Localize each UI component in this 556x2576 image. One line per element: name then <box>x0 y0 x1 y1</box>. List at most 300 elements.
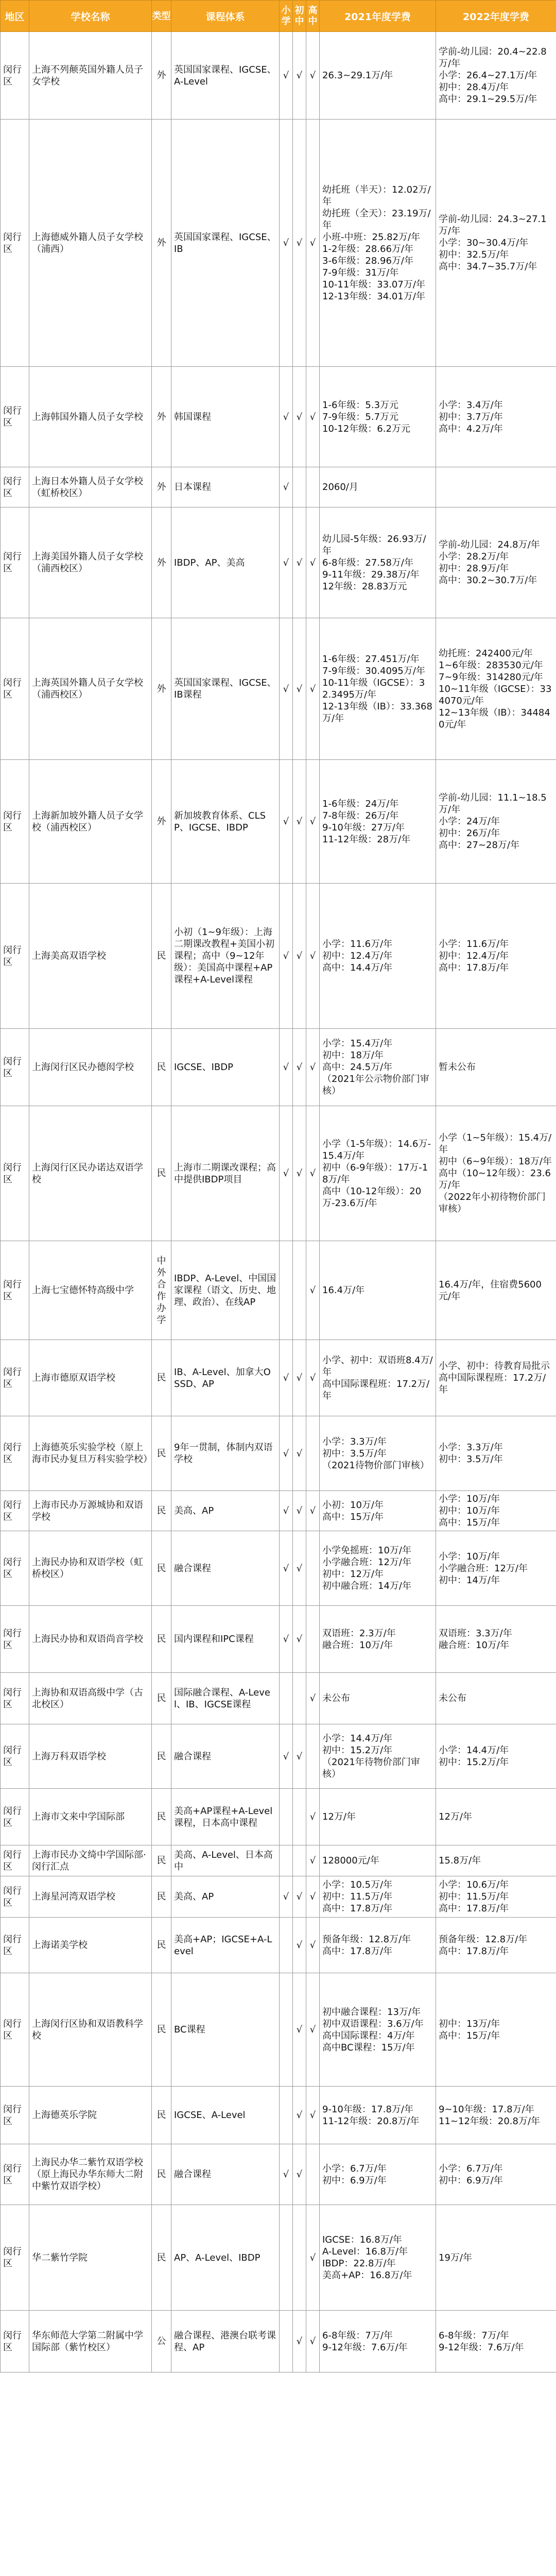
type-cell: 公 <box>152 2311 171 2372</box>
table-row <box>1 1531 556 1606</box>
fee-line: 小学：30~30.4万/年 <box>439 238 529 248</box>
school-name-cell: 上海七宝德怀特高级中学 <box>29 1241 152 1340</box>
fee-line: 高中：17.8万/年 <box>439 962 509 973</box>
fee-line: 学前-幼儿园：11.1~18.5万/年 <box>439 792 547 815</box>
high-check-cell <box>306 467 320 507</box>
header-type: 类型 <box>152 1 171 32</box>
header-curriculum: 课程体系 <box>171 1 280 32</box>
middle-check-cell: √ <box>293 1918 306 1973</box>
fee-2022-cell <box>436 1340 556 1416</box>
fee-2021-cell <box>320 2087 436 2144</box>
fee-line: 初中：3.5万/年 <box>439 1454 503 1465</box>
middle-check-cell <box>293 1789 306 1845</box>
fee-2021-cell <box>320 1606 436 1673</box>
middle-check-cell: √ <box>293 2087 306 2144</box>
fee-line: 高中：34.7~35.7万/年 <box>439 261 537 272</box>
middle-check-cell: √ <box>293 2144 306 2205</box>
fee-line: 初中：3.7万/年 <box>439 411 503 422</box>
high-check-cell: √ <box>306 618 320 760</box>
fee-line: 小学融合班：12万/年 <box>439 1563 528 1574</box>
school-name-cell: 上海德英乐实验学校（原上海市民办复旦万科实验学校） <box>29 1416 152 1491</box>
primary-check-cell <box>280 2311 293 2372</box>
fee-2022-cell <box>436 1724 556 1789</box>
middle-check-cell: √ <box>293 1606 306 1673</box>
high-check-cell: √ <box>306 1918 320 1973</box>
school-name-cell: 华东师范大学第二附属中学国际部（紫竹校区） <box>29 2311 152 2372</box>
fee-2021-cell <box>320 1789 436 1845</box>
fee-line: 初中融合班：14万/年 <box>322 1581 411 1591</box>
fee-2022-cell <box>436 467 556 507</box>
table-row <box>1 618 556 760</box>
fee-2021-cell <box>320 1491 436 1531</box>
fee-line: 初中：28.9万/年 <box>439 563 509 574</box>
fee-2021-cell <box>320 1845 436 1876</box>
fee-line: 初中：15.2万/年 <box>439 1757 509 1768</box>
fee-2022-cell <box>436 618 556 760</box>
primary-check-cell: √ <box>280 367 293 467</box>
high-check-cell: √ <box>306 120 320 367</box>
fee-line: 初中：6.9万/年 <box>439 2175 503 2186</box>
primary-check-cell: √ <box>280 1876 293 1918</box>
district-cell: 闵行区 <box>1 1673 29 1724</box>
primary-check-cell: √ <box>280 120 293 367</box>
fee-line: 高中：14.4万/年 <box>322 962 393 973</box>
fee-line: 1-2年级：28.66万/年 <box>322 243 413 255</box>
table-row <box>1 1673 556 1724</box>
middle-check-cell: √ <box>293 1531 306 1606</box>
district-cell: 闵行区 <box>1 1340 29 1416</box>
fee-line: 6-8年级：7万/年 <box>439 2330 509 2341</box>
fee-line: 学前-幼儿园：24.8万/年 <box>439 539 540 550</box>
fee-line: 12万/年 <box>439 1811 472 1822</box>
high-check-cell: √ <box>306 1340 320 1416</box>
district-cell: 闵行区 <box>1 1491 29 1531</box>
type-cell: 民 <box>152 2144 171 2205</box>
curriculum-cell: 小初（1~9年级）：上海二期课改教程+美国小初课程；高中（9~12年级）：美国高中课程+AP课程+A-Level课程 <box>171 884 280 1029</box>
fee-line: 1-6年级：27.451万/年 <box>322 654 420 665</box>
fee-line: 小学：3.3万/年 <box>439 1442 503 1453</box>
fee-2022-cell <box>436 2205 556 2311</box>
header-fee-2021: 2021年度学费 <box>320 1 436 32</box>
table-row <box>1 1789 556 1845</box>
school-name-cell: 上海不列颠英国外籍人员子女学校 <box>29 32 152 120</box>
school-name-cell: 上海协和双语高级中学（古北校区） <box>29 1673 152 1724</box>
high-check-cell: √ <box>306 1029 320 1106</box>
fee-line: 小班-中班：25.82万/年 <box>322 231 421 243</box>
fee-2021-cell <box>320 1673 436 1724</box>
type-cell: 民 <box>152 1416 171 1491</box>
fee-line: 高中BC课程：15万/年 <box>322 2042 415 2053</box>
table-row <box>1 507 556 618</box>
fee-2021-cell <box>320 1973 436 2087</box>
district-cell: 闵行区 <box>1 2205 29 2311</box>
fee-line: 10-11年级：33.07万/年 <box>322 279 425 290</box>
fee-2022-cell <box>436 1918 556 1973</box>
fee-2021-cell <box>320 1724 436 1789</box>
high-check-cell: √ <box>306 760 320 884</box>
fee-line: 小学：14.4万/年 <box>439 1745 509 1756</box>
fee-line: 初中：6.9万/年 <box>322 2175 387 2186</box>
curriculum-cell: 新加坡教育体系、CLSP、IGCSE、IBDP <box>171 760 280 884</box>
fee-line: 高中：15万/年 <box>322 1511 384 1522</box>
primary-check-cell: √ <box>280 1106 293 1241</box>
primary-check-cell: √ <box>280 618 293 760</box>
fee-line: 初中双语课程：3.6万/年 <box>322 2018 424 2029</box>
curriculum-cell: IB、A-Level、加拿大OSSD、AP <box>171 1340 280 1416</box>
high-check-cell <box>306 1724 320 1789</box>
fee-2022-cell <box>436 1241 556 1340</box>
fee-line: 小学（1~5年级）：15.4万/年 <box>439 1132 552 1155</box>
fee-line: 初中：18万/年 <box>322 1050 384 1061</box>
fee-2022-cell <box>436 884 556 1029</box>
curriculum-cell: 韩国课程 <box>171 367 280 467</box>
fee-line: 初中：11.5万/年 <box>322 1891 393 1902</box>
high-check-cell: √ <box>306 1106 320 1241</box>
curriculum-cell: 日本课程 <box>171 467 280 507</box>
fee-line: 小学：11.6万/年 <box>322 939 393 950</box>
fee-line: 初中：28.4万/年 <box>439 82 509 93</box>
table-body <box>1 32 556 2372</box>
table-row <box>1 367 556 467</box>
fee-line: 初中：12万/年 <box>322 1569 384 1580</box>
fee-2021-cell <box>320 1531 436 1606</box>
fee-2022-cell <box>436 760 556 884</box>
fee-2022-cell <box>436 2311 556 2372</box>
middle-check-cell <box>293 467 306 507</box>
high-check-cell: √ <box>306 507 320 618</box>
district-cell: 闵行区 <box>1 1789 29 1845</box>
district-cell: 闵行区 <box>1 1416 29 1491</box>
school-name-cell: 上海美高双语学校 <box>29 884 152 1029</box>
fee-2022-cell <box>436 507 556 618</box>
fee-line: 小学、初中：双语班8.4万/年 <box>322 1354 433 1378</box>
fee-line: 12-13年级（IB）：33.368万/年 <box>322 701 432 724</box>
curriculum-cell: 9年一贯制，体制内双语学校 <box>171 1416 280 1491</box>
fee-2021-cell <box>320 1876 436 1918</box>
fee-line: 7-9年级：30.4095万/年 <box>322 666 425 676</box>
fee-line: 未公布 <box>322 1693 350 1704</box>
type-cell: 民 <box>152 884 171 1029</box>
middle-check-cell: √ <box>293 1029 306 1106</box>
curriculum-cell: BC课程 <box>171 1973 280 2087</box>
fee-line: 10-11年级（IGCSE）：32.3495万/年 <box>322 677 425 700</box>
district-cell: 闵行区 <box>1 2087 29 2144</box>
table-row <box>1 884 556 1029</box>
fee-line: 高中（10~12年级）：23.6万/年 <box>439 1168 551 1191</box>
fee-2021-cell <box>320 1029 436 1106</box>
district-cell: 闵行区 <box>1 507 29 618</box>
fee-2022-cell <box>436 1789 556 1845</box>
type-cell: 民 <box>152 1491 171 1531</box>
school-name-cell: 上海市民办文绮中学国际部·闵行汇点 <box>29 1845 152 1876</box>
district-cell: 闵行区 <box>1 1724 29 1789</box>
curriculum-cell: 美高+AP；IGCSE+A-Level <box>171 1918 280 1973</box>
fee-line: 暂未公布 <box>439 1062 476 1073</box>
fee-2021-cell <box>320 884 436 1029</box>
fee-line: 学前-幼儿园：24.3~27.1万/年 <box>439 214 547 236</box>
district-cell: 闵行区 <box>1 32 29 120</box>
fee-line: 2060/月 <box>322 482 358 493</box>
fee-line: 1-6年级：5.3万元 <box>322 399 399 411</box>
middle-check-cell: √ <box>293 120 306 367</box>
middle-check-cell: √ <box>293 1724 306 1789</box>
table-row <box>1 760 556 884</box>
fee-line: 高中：17.8万/年 <box>439 1945 509 1957</box>
district-cell: 闵行区 <box>1 467 29 507</box>
type-cell: 外 <box>152 507 171 618</box>
school-name-cell: 上海市德原双语学校 <box>29 1340 152 1416</box>
middle-check-cell: √ <box>293 618 306 760</box>
fee-line: 10-12年级：6.2万元 <box>322 423 410 434</box>
type-cell: 民 <box>152 1973 171 2087</box>
fee-line: 幼托班（半天）：12.02万/年 <box>322 184 431 207</box>
table-row <box>1 1241 556 1340</box>
middle-check-cell: √ <box>293 1876 306 1918</box>
type-cell: 民 <box>152 2205 171 2311</box>
table-row <box>1 1416 556 1491</box>
fee-line: 初中：12.4万/年 <box>322 951 393 961</box>
type-cell: 外 <box>152 32 171 120</box>
fee-line: 幼儿园-5年级：26.93万/年 <box>322 533 426 556</box>
fee-line: 9-10年级：17.8万/年 <box>322 2104 413 2115</box>
school-name-cell: 华二紫竹学院 <box>29 2205 152 2311</box>
school-name-cell: 上海韩国外籍人员子女学校 <box>29 367 152 467</box>
table-row <box>1 1106 556 1241</box>
high-check-cell: √ <box>306 2311 320 2372</box>
fee-line: 高中（10-12年级）：20万-23.6万/年 <box>322 1185 422 1209</box>
fee-2022-cell <box>436 367 556 467</box>
primary-check-cell: √ <box>280 884 293 1029</box>
fee-line: 双语班：2.3万/年 <box>322 1628 396 1639</box>
header-high: 高中 <box>306 1 320 32</box>
fee-2021-cell <box>320 1918 436 1973</box>
primary-check-cell: √ <box>280 1531 293 1606</box>
curriculum-cell: IGCSE、IBDP <box>171 1029 280 1106</box>
curriculum-cell: 融合课程 <box>171 1724 280 1789</box>
fee-line: 小学：24万/年 <box>439 816 500 827</box>
fee-2021-cell <box>320 32 436 120</box>
fee-2021-cell <box>320 1340 436 1416</box>
fee-line: （2021待物价部门审核） <box>322 1460 429 1471</box>
school-name-cell: 上海星河湾双语学校 <box>29 1876 152 1918</box>
fee-2021-cell <box>320 2311 436 2372</box>
high-check-cell: √ <box>306 32 320 120</box>
table-row <box>1 2311 556 2372</box>
fee-line: 9-12年级：7.6万/年 <box>322 2342 408 2353</box>
type-cell: 民 <box>152 1106 171 1241</box>
middle-check-cell: √ <box>293 2311 306 2372</box>
fee-line: 小学：10万/年 <box>439 1551 500 1562</box>
fee-line: 7~9年级：314280元/年 <box>439 671 543 683</box>
primary-check-cell: √ <box>280 1491 293 1531</box>
fee-line: 幼托班（全天）：23.19万/年 <box>322 208 431 231</box>
primary-check-cell <box>280 1673 293 1724</box>
fee-2022-cell <box>436 1606 556 1673</box>
high-check-cell: √ <box>306 367 320 467</box>
curriculum-cell: AP、A-Level、IBDP <box>171 2205 280 2311</box>
type-cell: 外 <box>152 618 171 760</box>
high-check-cell <box>306 1606 320 1673</box>
fee-line: 未公布 <box>439 1693 466 1704</box>
high-check-cell: √ <box>306 2087 320 2144</box>
school-name-cell: 上海新加坡外籍人员子女学校（浦西校区） <box>29 760 152 884</box>
fee-line: 初中（6~9年级）：18万/年 <box>439 1156 552 1167</box>
district-cell: 闵行区 <box>1 120 29 367</box>
district-cell: 闵行区 <box>1 367 29 467</box>
fee-line: 小学：3.3万/年 <box>322 1436 387 1447</box>
fee-line: 16.4万/年 <box>322 1285 365 1296</box>
table-row <box>1 2087 556 2144</box>
middle-check-cell <box>293 1845 306 1876</box>
district-cell: 闵行区 <box>1 2144 29 2205</box>
table-row <box>1 32 556 120</box>
high-check-cell <box>306 1531 320 1606</box>
middle-check-cell: √ <box>293 1340 306 1416</box>
curriculum-cell: 美高、AP <box>171 1876 280 1918</box>
fee-line: 融合班：10万/年 <box>439 1639 509 1651</box>
fee-line: 26.3~29.1万/年 <box>322 70 393 81</box>
fee-2022-cell <box>436 32 556 120</box>
middle-check-cell: √ <box>293 884 306 1029</box>
primary-check-cell: √ <box>280 1029 293 1106</box>
fee-line: 初中：12.4万/年 <box>439 951 509 961</box>
type-cell: 民 <box>152 1876 171 1918</box>
fee-line: 小学免摇班：10万/年 <box>322 1545 411 1556</box>
district-cell: 闵行区 <box>1 1845 29 1876</box>
district-cell: 闵行区 <box>1 618 29 760</box>
type-cell: 外 <box>152 760 171 884</box>
high-check-cell: √ <box>306 1973 320 2087</box>
fee-line: 9~10年级：17.8万/年 <box>439 2104 534 2115</box>
fee-2022-cell <box>436 120 556 367</box>
school-name-cell: 上海日本外籍人员子女学校（虹桥校区） <box>29 467 152 507</box>
table-row <box>1 1973 556 2087</box>
primary-check-cell: √ <box>280 1724 293 1789</box>
fee-2021-cell <box>320 367 436 467</box>
district-cell: 闵行区 <box>1 1106 29 1241</box>
fee-line: 初中：15.2万/年 <box>322 1745 393 1756</box>
fee-line: 小学：3.4万/年 <box>439 399 503 411</box>
middle-check-cell <box>293 1241 306 1340</box>
fee-line: 128000元/年 <box>322 1855 379 1866</box>
table-row <box>1 1918 556 1973</box>
fee-line: 高中：17.8万/年 <box>322 1903 393 1914</box>
primary-check-cell: √ <box>280 467 293 507</box>
primary-check-cell: √ <box>280 1606 293 1673</box>
curriculum-cell: 上海市二期课改课程；高中提供IBDP项目 <box>171 1106 280 1241</box>
fee-line: 9-11年级：29.38万/年 <box>322 569 420 580</box>
fee-line: 1~6年级：283530元/年 <box>439 659 543 671</box>
fee-line: 高中：29.1~29.5万/年 <box>439 94 537 105</box>
fee-line: 12-13年级：34.01万/年 <box>322 291 425 302</box>
fee-line: 高中：17.8万/年 <box>439 1903 509 1914</box>
school-name-cell: 上海英国外籍人员子女学校（浦西校区） <box>29 618 152 760</box>
fee-line: 高中：24.5万/年 <box>322 1062 393 1073</box>
fee-2022-cell <box>436 1531 556 1606</box>
curriculum-cell: 英国国家课程、IGCSE、A-Level <box>171 32 280 120</box>
fee-line: 12年级：28.83万元 <box>322 581 407 592</box>
fee-line: A-Level：16.8万/年 <box>322 2246 408 2257</box>
type-cell: 外 <box>152 120 171 367</box>
primary-check-cell <box>280 2205 293 2311</box>
high-check-cell: √ <box>306 2205 320 2311</box>
fee-line: 16.4万/年，住宿费5600元/年 <box>439 1279 542 1302</box>
district-cell: 闵行区 <box>1 1918 29 1973</box>
type-cell: 民 <box>152 1918 171 1973</box>
fee-line: 小学融合班：12万/年 <box>322 1557 411 1568</box>
header-middle: 初中 <box>293 1 306 32</box>
fee-line: 小学：10.6万/年 <box>439 1879 509 1890</box>
fee-line: 幼托班：242400元/年 <box>439 648 533 659</box>
table-header <box>1 1 556 32</box>
header-district: 地区 <box>1 1 29 32</box>
primary-check-cell <box>280 1845 293 1876</box>
middle-check-cell: √ <box>293 760 306 884</box>
fee-line: 9-10年级：27万/年 <box>322 822 405 833</box>
high-check-cell: √ <box>306 1673 320 1724</box>
fee-line: 12万/年 <box>322 1811 356 1822</box>
fee-2022-cell <box>436 1491 556 1531</box>
fee-2022-cell <box>436 1673 556 1724</box>
school-name-cell: 上海市文来中学国际部 <box>29 1789 152 1845</box>
district-cell: 闵行区 <box>1 1241 29 1340</box>
fee-line: 15.8万/年 <box>439 1855 481 1866</box>
type-cell: 民 <box>152 1029 171 1106</box>
middle-check-cell: √ <box>293 1973 306 2087</box>
header-fee-2022: 2022年度学费 <box>436 1 556 32</box>
fee-line: 融合班：10万/年 <box>322 1639 393 1651</box>
fee-line: 小初：10万/年 <box>322 1499 384 1511</box>
curriculum-cell: 国际融合课程、A-Level、IB、IGCSE课程 <box>171 1673 280 1724</box>
table-row <box>1 467 556 507</box>
type-cell: 外 <box>152 467 171 507</box>
primary-check-cell <box>280 1973 293 2087</box>
type-cell: 民 <box>152 1340 171 1416</box>
primary-check-cell: √ <box>280 1340 293 1416</box>
high-check-cell: √ <box>306 1241 320 1340</box>
primary-check-cell <box>280 1918 293 1973</box>
middle-check-cell: √ <box>293 32 306 120</box>
school-name-cell: 上海民办协和双语尚音学校 <box>29 1606 152 1673</box>
fee-2021-cell <box>320 467 436 507</box>
school-name-cell: 上海闵行区民办诺达双语学校 <box>29 1106 152 1241</box>
primary-check-cell <box>280 2087 293 2144</box>
table-row <box>1 1606 556 1673</box>
school-name-cell: 上海民办协和双语学校（虹桥校区） <box>29 1531 152 1606</box>
fee-line: 预备年级：12.8万/年 <box>439 1934 528 1945</box>
fee-line: 11-12年级：20.8万/年 <box>322 2115 420 2127</box>
school-name-cell: 上海德威外籍人员子女学校（浦西） <box>29 120 152 367</box>
curriculum-cell: 美高、AP <box>171 1491 280 1531</box>
fee-line: 11~12年级：20.8万/年 <box>439 2115 541 2127</box>
fee-line: 3-6年级：28.96万/年 <box>322 255 413 266</box>
type-cell: 民 <box>152 1845 171 1876</box>
table-row <box>1 2205 556 2311</box>
fee-2021-cell <box>320 120 436 367</box>
table-row <box>1 1491 556 1531</box>
fee-2021-cell <box>320 1241 436 1340</box>
fee-line: 双语班：3.3万/年 <box>439 1628 512 1639</box>
district-cell: 闵行区 <box>1 1531 29 1606</box>
fee-line: 美高+AP：16.8万/年 <box>322 2270 412 2281</box>
fee-line: IBDP：22.8万/年 <box>322 2258 396 2269</box>
fee-2021-cell <box>320 760 436 884</box>
district-cell: 闵行区 <box>1 2311 29 2372</box>
primary-check-cell: √ <box>280 2144 293 2205</box>
fee-line: 预备年级：12.8万/年 <box>322 1934 411 1945</box>
fee-line: 初中融合课程：13万/年 <box>322 2006 421 2018</box>
type-cell: 民 <box>152 2087 171 2144</box>
